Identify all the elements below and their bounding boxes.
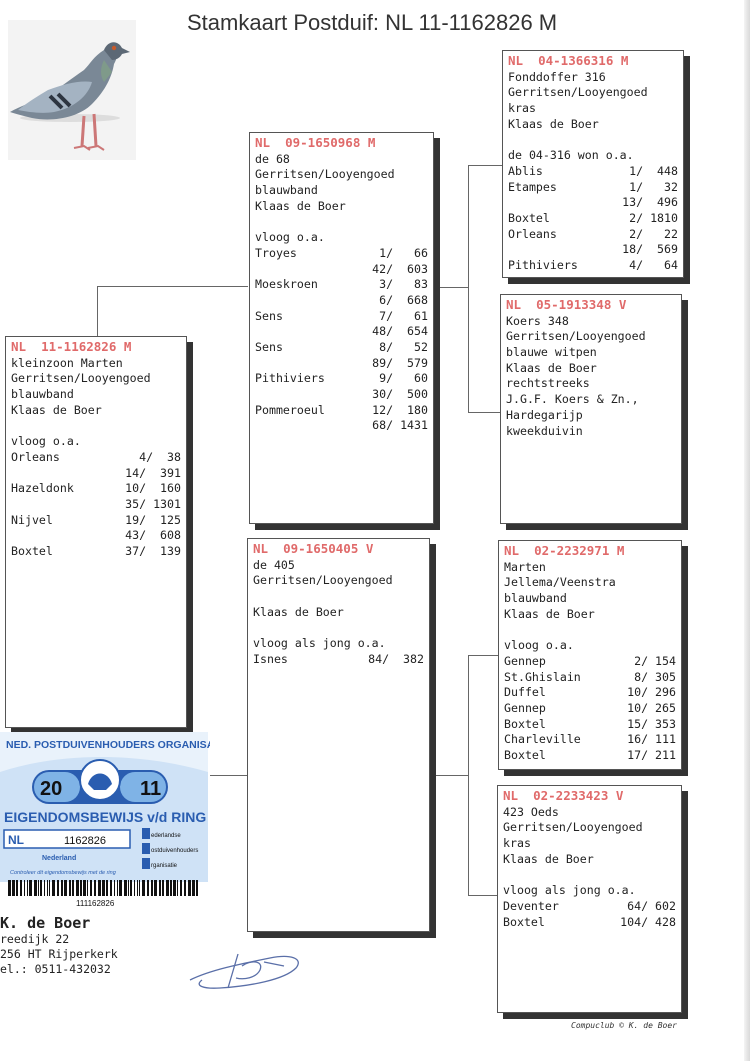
race-name: Nijvel: [11, 512, 53, 527]
info-line: vloog als jong o.a.: [503, 883, 636, 898]
race-name: Boxtel: [503, 914, 545, 929]
race-name: Deventer: [503, 898, 559, 913]
result-row: [255, 371, 428, 387]
result-row: [508, 258, 678, 274]
ring-number: NL 05-1913348 V: [506, 297, 627, 312]
spacer: [503, 867, 676, 883]
race-name: [11, 528, 125, 544]
ring-number: NL 02-2232971 M: [504, 543, 625, 558]
result-row: [503, 899, 676, 915]
race-name: [255, 418, 372, 434]
info-line: J.G.F. Koers & Zn.,: [506, 392, 639, 407]
race-result: 89/ 579: [372, 355, 428, 370]
race-result: 10/ 296: [627, 685, 676, 700]
race-name: St.Ghislain: [504, 669, 581, 684]
info-line: Klaas de Boer: [503, 851, 594, 866]
result-row: [504, 670, 676, 686]
card-mother-mother: [497, 785, 682, 1013]
owner-street: reedijk 22: [0, 932, 70, 946]
race-result: 17/ 211: [627, 747, 676, 762]
card-father: [249, 132, 434, 524]
result-row: [255, 356, 428, 372]
connector-father-out: [440, 287, 468, 288]
cert-year-right: 11: [140, 778, 162, 800]
race-name: Pommeroeul: [255, 402, 325, 417]
info-line: blauwband: [255, 183, 318, 198]
certificate-graphic: [0, 732, 210, 910]
race-result: 64/ 602: [627, 898, 676, 913]
cert-number: 1162826: [64, 835, 107, 847]
race-result: 7/ 61: [379, 308, 428, 323]
result-row: [255, 418, 428, 434]
cert-side-n: ederlandse: [151, 833, 181, 839]
race-result: 30/ 500: [372, 387, 428, 402]
signature: [180, 940, 310, 1000]
race-result: 19/ 125: [125, 512, 181, 527]
race-result: 35/ 1301: [125, 496, 181, 511]
result-row: [11, 513, 181, 529]
result-row: [255, 277, 428, 293]
race-result: 16/ 111: [627, 732, 676, 747]
result-row: [504, 654, 676, 670]
result-row: [255, 403, 428, 419]
result-row: [503, 915, 676, 931]
info-line: Klaas de Boer: [504, 606, 595, 621]
result-row: [255, 309, 428, 325]
race-name: [255, 356, 372, 372]
race-result: 104/ 428: [620, 914, 676, 929]
race-name: [11, 497, 125, 513]
connector-mother-out: [436, 775, 468, 776]
race-result: 10/ 160: [125, 481, 181, 496]
result-row: [11, 450, 181, 466]
info-line: 423 Oeds: [503, 804, 559, 819]
result-row: [255, 246, 428, 262]
result-row: [255, 262, 428, 278]
race-name: Hazeldonk: [11, 481, 74, 496]
race-result: 2/ 22: [629, 226, 678, 241]
connector-mf: [468, 655, 501, 776]
ring-number: NL 04-1366316 M: [508, 53, 629, 68]
race-result: 6/ 668: [379, 292, 428, 307]
result-row: [255, 340, 428, 356]
info-line: blauwband: [504, 591, 567, 606]
spacer: [504, 622, 676, 638]
ring-ownership-certificate: [0, 732, 210, 910]
race-name: Boxtel: [504, 747, 546, 762]
result-row: [504, 717, 676, 733]
result-row: [255, 324, 428, 340]
spacer: [508, 132, 678, 148]
ring-number: NL 11-1162826 M: [11, 339, 132, 354]
race-name: Moeskroen: [255, 277, 318, 292]
owner-name: K. de Boer: [0, 914, 91, 932]
footer-credit: Compuclub © K. de Boer: [571, 1021, 677, 1030]
race-result: 1/ 66: [379, 245, 428, 260]
cert-org: NED. POSTDUIVENHOUDERS ORGANISATIE: [6, 739, 210, 751]
result-row: [508, 227, 678, 243]
info-line: vloog als jong o.a.: [253, 636, 386, 651]
result-row: [508, 164, 678, 180]
cert-side-o: rganisatie: [151, 863, 178, 869]
info-line: kras: [503, 836, 531, 851]
info-line: Hardegarijp: [506, 407, 583, 422]
race-result: 14/ 391: [125, 465, 181, 480]
race-name: Pithiviers: [255, 371, 325, 386]
info-line: Jellema/Veenstra: [504, 575, 616, 590]
race-result: 84/ 382: [368, 651, 424, 666]
owner-phone: el.: 0511-432032: [0, 962, 111, 976]
ring-number: NL 02-2233423 V: [503, 788, 624, 803]
race-result: 2/ 1810: [629, 210, 678, 225]
info-line: blauwband: [11, 387, 74, 402]
race-result: 4/ 38: [139, 449, 181, 464]
info-line: Koers 348: [506, 313, 569, 328]
result-row: [255, 387, 428, 403]
cert-year-left: 20: [40, 778, 63, 800]
race-name: [255, 387, 372, 403]
race-result: 42/ 603: [372, 261, 428, 276]
race-name: Charleville: [504, 732, 581, 747]
card-mother: [247, 538, 430, 932]
result-row: [504, 701, 676, 717]
result-row: [11, 466, 181, 482]
result-row: [255, 293, 428, 309]
race-name: Pithiviers: [508, 257, 578, 272]
race-name: Orleans: [508, 226, 557, 241]
race-result: 1/ 448: [629, 163, 678, 178]
card-father-father: [502, 50, 684, 278]
info-line: Gerritsen/Looyengoed: [255, 167, 395, 182]
race-result: 4/ 64: [629, 257, 678, 272]
card-father-mother: [500, 294, 682, 524]
race-name: Gennep: [504, 700, 546, 715]
info-line: Gerritsen/Looyengoed: [506, 329, 646, 344]
race-name: [508, 195, 622, 211]
info-line: Klaas de Boer: [11, 402, 102, 417]
race-name: Gennep: [504, 653, 546, 668]
race-name: Sens: [255, 308, 283, 323]
info-line: Gerritsen/Looyengoed: [253, 573, 393, 588]
info-line: Marten: [504, 559, 546, 574]
result-row: [11, 528, 181, 544]
result-row: [504, 748, 676, 764]
info-line: Klaas de Boer: [508, 116, 599, 131]
spacer: [253, 620, 424, 636]
info-line: Fonddoffer 316: [508, 69, 606, 84]
race-result: 9/ 60: [379, 371, 428, 386]
info-line: vloog o.a.: [11, 434, 81, 449]
cert-heading: EIGENDOMSBEWIJS v/d RING: [4, 809, 207, 825]
result-row: [508, 195, 678, 211]
owner-address: [0, 914, 118, 977]
info-line: de 04-316 won o.a.: [508, 148, 634, 163]
info-line: blauwe witpen: [506, 345, 597, 360]
info-line: de 68: [255, 151, 290, 166]
info-line: Klaas de Boer: [255, 198, 346, 213]
info-line: Gerritsen/Looyengoed: [11, 371, 151, 386]
cert-control-text: Controleer dit eigendomsbewijs met de ring: [10, 870, 116, 876]
connector-fm: [468, 287, 503, 413]
cert-country-label: Nederland: [42, 855, 77, 862]
race-result: 12/ 180: [372, 402, 428, 417]
race-result: 2/ 154: [634, 653, 676, 668]
race-result: 48/ 654: [372, 324, 428, 339]
info-line: de 405: [253, 557, 295, 572]
cert-country: NL: [8, 833, 24, 847]
info-line: kras: [508, 101, 536, 116]
race-name: Boxtel: [11, 543, 53, 558]
race-result: 18/ 569: [622, 242, 678, 257]
spacer: [255, 214, 428, 230]
race-result: 68/ 1431: [372, 418, 428, 433]
result-row: [11, 481, 181, 497]
page-edge: [744, 0, 750, 1061]
result-row: [504, 685, 676, 701]
result-row: [253, 652, 424, 668]
race-name: [255, 324, 372, 340]
result-row: [11, 497, 181, 513]
info-line: kweekduivin: [506, 423, 583, 438]
race-name: Boxtel: [504, 716, 546, 731]
race-name: Troyes: [255, 245, 297, 260]
race-result: 10/ 265: [627, 700, 676, 715]
race-result: 37/ 139: [125, 543, 181, 558]
page-title: Stamkaart Postduif: NL 11-1162826 M: [187, 10, 558, 35]
race-result: 3/ 83: [379, 277, 428, 292]
card-pigeon: [5, 336, 187, 728]
race-result: 13/ 496: [622, 195, 678, 210]
race-result: 43/ 608: [125, 528, 181, 543]
pigeon-photo: [8, 20, 136, 160]
race-name: Isnes: [253, 651, 288, 666]
result-row: [508, 242, 678, 258]
info-line: vloog o.a.: [255, 230, 325, 245]
race-name: Boxtel: [508, 210, 550, 225]
race-name: [11, 466, 125, 482]
ring-number: NL 09-1650968 M: [255, 135, 376, 150]
info-line: Klaas de Boer: [253, 604, 344, 619]
race-name: [508, 242, 622, 258]
info-line: Gerritsen/Looyengoed: [508, 85, 648, 100]
race-name: Sens: [255, 339, 283, 354]
ring-number: NL 09-1650405 V: [253, 541, 374, 556]
race-name: Etampes: [508, 179, 557, 194]
connector-ff: [468, 165, 503, 291]
cert-side-p: ostduivenhouders: [151, 848, 199, 854]
race-result: 1/ 32: [629, 179, 678, 194]
race-result: 8/ 305: [634, 669, 676, 684]
cert-barcode-number: 111162826: [76, 899, 115, 908]
result-row: [508, 211, 678, 227]
result-row: [504, 732, 676, 748]
info-line: vloog o.a.: [504, 638, 574, 653]
owner-city: 256 HT Rijperkerk: [0, 947, 118, 961]
race-name: Ablis: [508, 163, 543, 178]
result-row: [11, 544, 181, 560]
connector-father: [97, 286, 248, 337]
race-name: Duffel: [504, 685, 546, 700]
race-name: [255, 262, 372, 278]
info-line: Gerritsen/Looyengoed: [503, 820, 643, 835]
info-line: rechtstreeks: [506, 376, 590, 391]
race-name: [255, 293, 379, 309]
spacer: [253, 589, 424, 605]
info-line: Klaas de Boer: [506, 360, 597, 375]
spacer: [11, 418, 181, 434]
race-result: 8/ 52: [379, 339, 428, 354]
race-result: 15/ 353: [627, 716, 676, 731]
result-row: [508, 180, 678, 196]
info-line: kleinzoon Marten: [11, 355, 123, 370]
card-mother-father: [498, 540, 682, 770]
race-name: Orleans: [11, 449, 60, 464]
